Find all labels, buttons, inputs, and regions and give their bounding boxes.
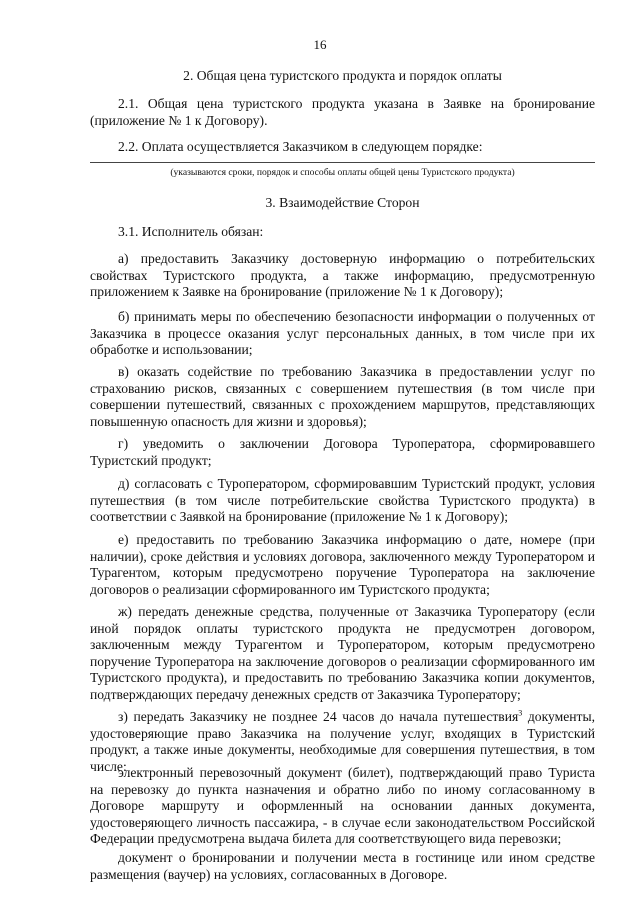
paragraph-2-1: 2.1. Общая цена туристского продукта указана в Заявке на бронирование (приложение № 1 к Договору). bbox=[90, 96, 595, 128]
paragraph-3-1: 3.1. Исполнитель обязан: bbox=[118, 224, 264, 239]
item-zh: ж) передать денежные средства, полученные от Заказчика Туроператору (если иной порядок оплаты туристского продукта не предусмотрен договором, заключенным между Турагентом и Туроператором, которым предусмотрено поручение Туроператора на заключение договоров о реализации сформированного им Туристского продукта), и предоставить по требованию Заказчика копии документов, подтверждающих передачу денежных средств от Заказчика Туроператору; bbox=[90, 604, 595, 702]
ticket-paragraph: электронный перевозочный документ (билет), подтверждающий право Туриста на перевозку до пункта назначения и обратно либо по иному согласованному в Договоре маршруту и оформленный на основании данных документа, удостоверяющего личность пассажира, - в случае если законодательством Российской Федерации предусмотрена выдача билета для соответствующего вида перевозки; bbox=[90, 765, 595, 847]
item-e: е) предоставить по требованию Заказчика информацию о дате, номере (при наличии), сроке действия и условиях договора, заключенного между Туроператором и Турагентом, которым предусмотрено поручение Туроператора на заключение договоров о реализации сформированного им Туристского продукта; bbox=[90, 532, 595, 597]
payment-caption: (указываются сроки, порядок и способы оплаты общей цены Туристского продукта) bbox=[170, 167, 515, 178]
item-a: а) предоставить Заказчику достоверную информацию о потребительских свойствах Туристского продукта, а также информацию, предусмотренную приложением к Заявке на бронирование (приложение № 1 к Договору); bbox=[90, 251, 595, 300]
item-v: в) оказать содействие по требованию Заказчика в предоставлении услуг по страхованию рисков, связанных с совершением путешествия (в том числе при совершении путешествий, связанных с прохождением маршрутов, представляющих повышенную опасность для жизни и здоровья); bbox=[90, 364, 595, 429]
voucher-paragraph: документ о бронировании и получении места в гостинице или ином средстве размещения (ваучер) на условиях, согласованных в Договоре. bbox=[90, 850, 595, 882]
item-b: б) принимать меры по обеспечению безопасности информации о полученных от Заказчика в процессе оказания услуг персональных данных, в том числе при их обработке и использовании; bbox=[90, 309, 595, 358]
item-g: г) уведомить о заключении Договора Туроператора, сформировавшего Туристский продукт; bbox=[90, 436, 595, 468]
item-z-text-end: документы, удостоверяющие право Заказчика на получение услуг, входящих в Туристский продукт, а также иные документы, необходимые для совершения путешествия, в том числе: bbox=[90, 709, 595, 774]
footnote-marker: 3 bbox=[518, 708, 523, 718]
item-d: д) согласовать с Туроператором, сформировавшим Туристский продукт, условия путешествия (в том числе потребительские свойства Туристского продукта) в соответствии с Заявкой на бронирование (приложение № 1 к Договору); bbox=[90, 476, 595, 525]
paragraph-2-2: 2.2. Оплата осуществляется Заказчиком в следующем порядке: bbox=[118, 139, 483, 154]
item-z-text-start: з) передать Заказчику не позднее 24 часов до начала путешествия bbox=[118, 709, 519, 724]
payment-fill-line bbox=[90, 162, 595, 163]
page-number: 16 bbox=[313, 37, 327, 52]
section-2-title: 2. Общая цена туристского продукта и порядок оплаты bbox=[183, 68, 502, 83]
section-3-title: 3. Взаимодействие Сторон bbox=[265, 195, 420, 210]
